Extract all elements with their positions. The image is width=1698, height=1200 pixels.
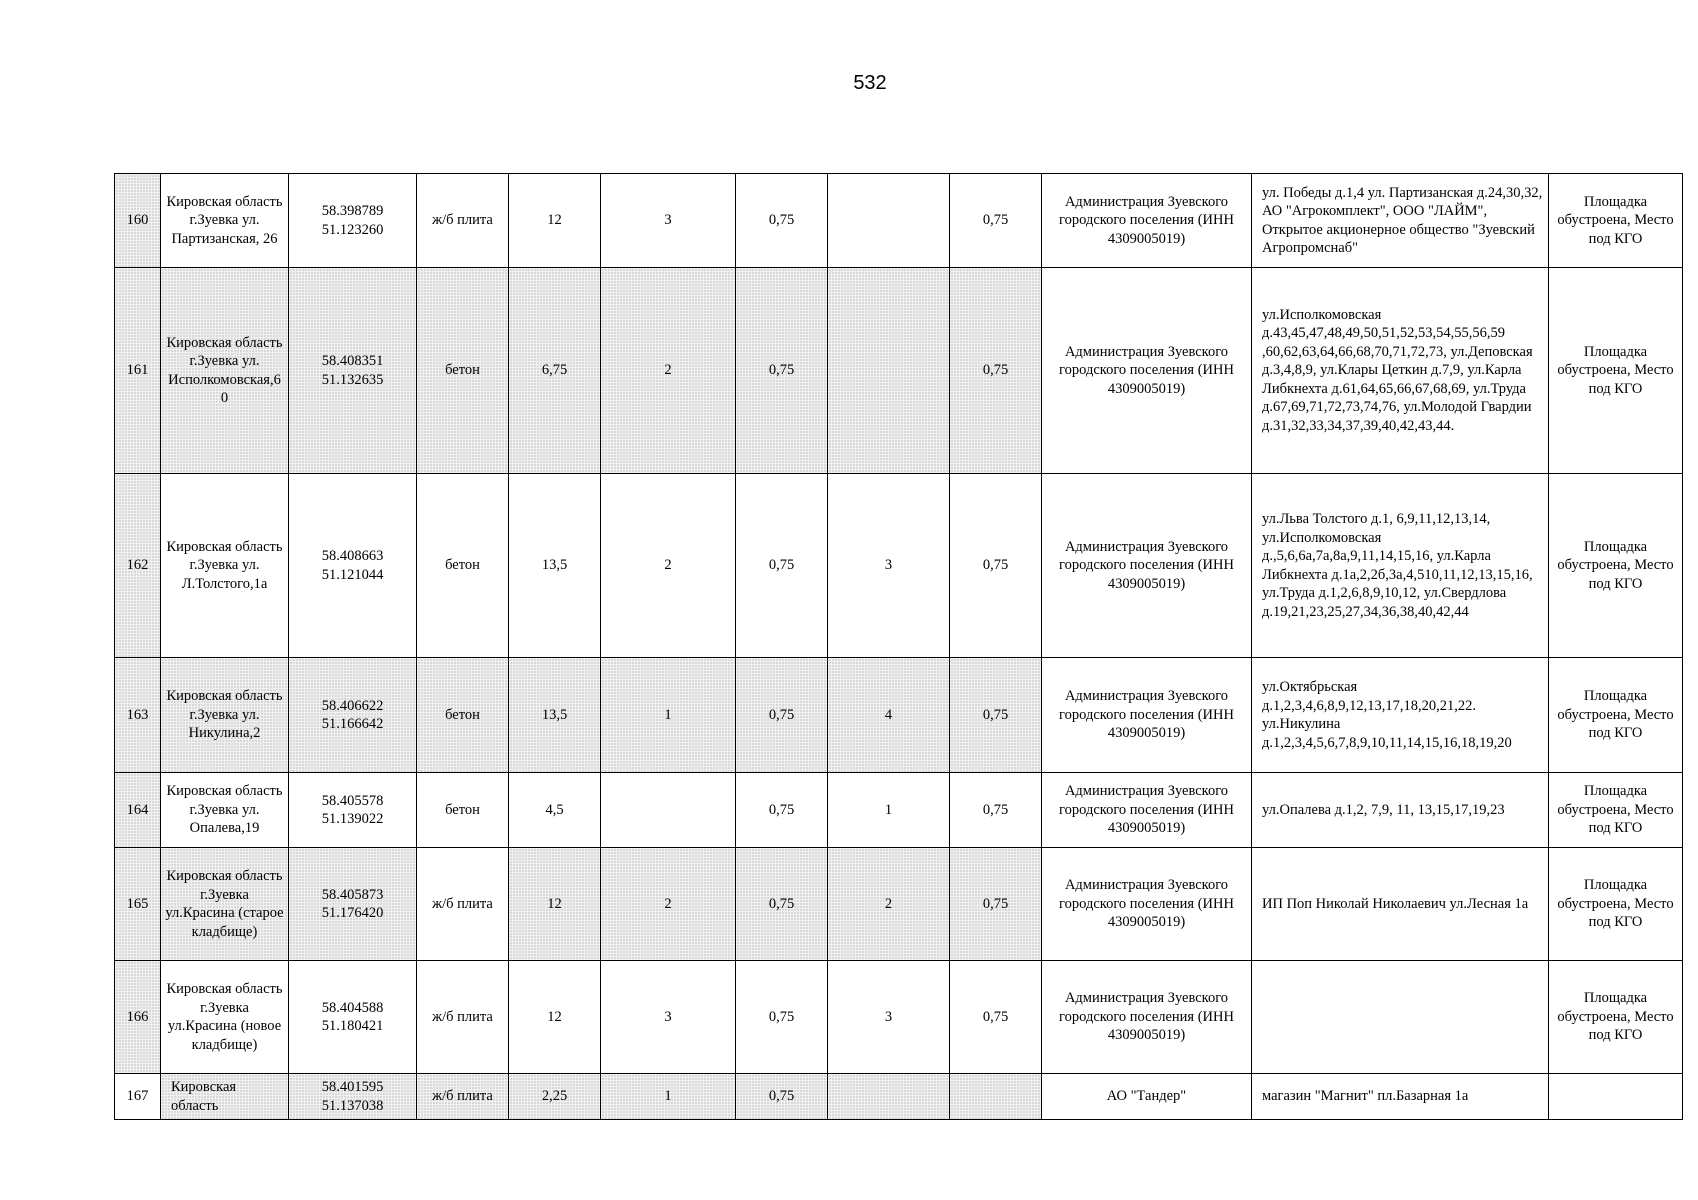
longitude: 51.137038: [321, 1097, 384, 1114]
status-cell: Площадка обустроена, Место под КГО: [1549, 848, 1683, 961]
waste-sources-cell: [1252, 961, 1549, 1074]
waste-sources-cell: ул. Победы д.1,4 ул. Партизанская д.24,30,32, АО "Агрокомплект", ООО "ЛАЙМ", Открытое акционерное общество "Зуевский Агропромснаб": [1252, 174, 1549, 268]
row-number: 164: [115, 773, 161, 848]
container-volume-cell: 0,75: [736, 174, 828, 268]
planned-volume-cell: 0,75: [950, 961, 1042, 1074]
coordinates-cell: [289, 961, 417, 1074]
coordinates-cell: [289, 1074, 417, 1120]
latitude: 58.405578: [321, 792, 384, 809]
container-count-cell: 1: [601, 658, 736, 773]
container-volume-cell: 0,75: [736, 773, 828, 848]
status-cell: Площадка обустроена, Место под КГО: [1549, 773, 1683, 848]
surface-cell: ж/б плита: [417, 1074, 509, 1120]
coordinates-cell: [289, 848, 417, 961]
area-cell: 6,75: [509, 268, 601, 474]
latitude: 58.401595: [321, 1079, 384, 1095]
waste-sources-cell: ул.Октябрьская д.1,2,3,4,6,8,9,12,13,17,18,20,21,22. ул.Никулина д.1,2,3,4,5,6,7,8,9,10,11,14,15,16,18,19,20: [1252, 658, 1549, 773]
location-cell: Кировская область г.Зуевка ул. Никулина,2: [161, 658, 289, 773]
location-cell: Кировская область г.Зуевка ул. Партизанская, 26: [161, 174, 289, 268]
planned-count-cell: [828, 174, 950, 268]
container-count-cell: 3: [601, 174, 736, 268]
planned-volume-cell: 0,75: [950, 174, 1042, 268]
planned-count-cell: 3: [828, 961, 950, 1074]
planned-volume-cell: 0,75: [950, 848, 1042, 961]
latitude: 58.408351: [321, 353, 384, 369]
planned-count-cell: 1: [828, 773, 950, 848]
container-count-cell: [601, 773, 736, 848]
area-cell: 4,5: [509, 773, 601, 848]
latitude: 58.405873: [321, 886, 384, 903]
coordinates-cell: [289, 268, 417, 474]
table-row: [115, 268, 1683, 474]
row-number: 162: [115, 474, 161, 658]
waste-sources-cell: ул.Льва Толстого д.1, 6,9,11,12,13,14, ул.Исполкомовская д.,5,6,6а,7а,8а,9,11,14,15,16, ул.Карла Либкнехта д.1а,2,2б,3а,4,510,11,12,13,15,16, ул.Труда д.1,2,6,8,9,10,12, ул.Свердлова д.19,21,23,25,27,34,36,38,40,42,44: [1252, 474, 1549, 658]
area-cell: 12: [509, 848, 601, 961]
owner-cell: Администрация Зуевского городского поселения (ИНН 4309005019): [1042, 961, 1252, 1074]
location-cell: Кировская область г.Зуевка ул. Опалева,19: [161, 773, 289, 848]
status-cell: Площадка обустроена, Место под КГО: [1549, 474, 1683, 658]
location-cell: Кировская область г.Зуевка ул. Л.Толстого,1а: [161, 474, 289, 658]
planned-count-cell: 3: [828, 474, 950, 658]
table-row: [115, 848, 1683, 961]
owner-cell: АО "Тандер": [1042, 1074, 1252, 1120]
longitude: 51.123260: [321, 221, 384, 238]
surface-cell: бетон: [417, 268, 509, 474]
waste-sources-cell: ИП Поп Николай Николаевич ул.Лесная 1а: [1252, 848, 1549, 961]
coordinates-cell: [289, 773, 417, 848]
container-volume-cell: 0,75: [736, 268, 828, 474]
latitude: 58.406622: [321, 697, 384, 714]
container-volume-cell: 0,75: [736, 474, 828, 658]
container-count-cell: 3: [601, 961, 736, 1074]
longitude: 51.139022: [321, 811, 384, 827]
area-cell: 13,5: [509, 658, 601, 773]
table-row: [115, 658, 1683, 773]
owner-cell: Администрация Зуевского городского поселения (ИНН 4309005019): [1042, 773, 1252, 848]
container-volume-cell: 0,75: [736, 1074, 828, 1120]
longitude: 51.121044: [321, 566, 384, 583]
owner-cell: Администрация Зуевского городского поселения (ИНН 4309005019): [1042, 268, 1252, 474]
status-cell: [1549, 1074, 1683, 1120]
waste-sources-cell: ул.Опалева д.1,2, 7,9, 11, 13,15,17,19,23: [1252, 773, 1549, 848]
status-cell: Площадка обустроена, Место под КГО: [1549, 658, 1683, 773]
coordinates-cell: [289, 658, 417, 773]
row-number: 166: [115, 961, 161, 1074]
area-cell: 13,5: [509, 474, 601, 658]
container-count-cell: 1: [601, 1074, 736, 1120]
status-cell: Площадка обустроена, Место под КГО: [1549, 174, 1683, 268]
page-number: 532: [853, 72, 887, 94]
area-cell: 12: [509, 961, 601, 1074]
row-number: 167: [115, 1074, 161, 1120]
table-row: [115, 174, 1683, 268]
surface-cell: ж/б плита: [417, 961, 509, 1074]
surface-cell: бетон: [417, 773, 509, 848]
status-cell: Площадка обустроена, Место под КГО: [1549, 268, 1683, 474]
location-cell: Кировская область: [161, 1074, 289, 1120]
planned-volume-cell: 0,75: [950, 658, 1042, 773]
longitude: 51.180421: [321, 1018, 384, 1034]
latitude: 58.408663: [321, 548, 384, 564]
longitude: 51.132635: [321, 371, 384, 388]
row-number: 163: [115, 658, 161, 773]
surface-cell: ж/б плита: [417, 848, 509, 961]
planned-count-cell: 2: [828, 848, 950, 961]
table-row: [115, 961, 1683, 1074]
container-count-cell: 2: [601, 268, 736, 474]
row-number: 165: [115, 848, 161, 961]
area-cell: 2,25: [509, 1074, 601, 1120]
latitude: 58.404588: [321, 999, 384, 1016]
row-number: 161: [115, 268, 161, 474]
table-row: [115, 474, 1683, 658]
container-volume-cell: 0,75: [736, 848, 828, 961]
location-cell: Кировская область г.Зуевка ул. Исполкомовская,60: [161, 268, 289, 474]
latitude: 58.398789: [321, 203, 384, 219]
owner-cell: Администрация Зуевского городского поселения (ИНН 4309005019): [1042, 174, 1252, 268]
planned-volume-cell: [950, 1074, 1042, 1120]
longitude: 51.176420: [321, 905, 384, 921]
owner-cell: Администрация Зуевского городского поселения (ИНН 4309005019): [1042, 474, 1252, 658]
waste-site-registry-table: [114, 173, 1683, 1120]
owner-cell: Администрация Зуевского городского поселения (ИНН 4309005019): [1042, 658, 1252, 773]
planned-count-cell: [828, 268, 950, 474]
surface-cell: бетон: [417, 474, 509, 658]
table-row: [115, 773, 1683, 848]
surface-cell: бетон: [417, 658, 509, 773]
area-cell: 12: [509, 174, 601, 268]
location-cell: Кировская область г.Зуевка ул.Красина (новое кладбище): [161, 961, 289, 1074]
container-count-cell: 2: [601, 474, 736, 658]
planned-volume-cell: 0,75: [950, 773, 1042, 848]
longitude: 51.166642: [321, 716, 384, 732]
coordinates-cell: [289, 174, 417, 268]
container-volume-cell: 0,75: [736, 658, 828, 773]
table-row: [115, 1074, 1683, 1120]
coordinates-cell: [289, 474, 417, 658]
row-number: 160: [115, 174, 161, 268]
owner-cell: Администрация Зуевского городского поселения (ИНН 4309005019): [1042, 848, 1252, 961]
container-volume-cell: 0,75: [736, 961, 828, 1074]
planned-count-cell: [828, 1074, 950, 1120]
container-count-cell: 2: [601, 848, 736, 961]
waste-sources-cell: магазин "Магнит" пл.Базарная 1а: [1252, 1074, 1549, 1120]
location-cell: Кировская область г.Зуевка ул.Красина (старое кладбище): [161, 848, 289, 961]
planned-volume-cell: 0,75: [950, 474, 1042, 658]
planned-volume-cell: 0,75: [950, 268, 1042, 474]
planned-count-cell: 4: [828, 658, 950, 773]
surface-cell: ж/б плита: [417, 174, 509, 268]
status-cell: Площадка обустроена, Место под КГО: [1549, 961, 1683, 1074]
waste-sources-cell: ул.Исполкомовская д.43,45,47,48,49,50,51,52,53,54,55,56,59 ,60,62,63,64,66,68,70,71,72,73, ул.Деповская д.3,4,8,9, ул.Клары Цеткин д.7,9, ул.Карла Либкнехта д.61,64,65,66,67,68,69, ул.Труда д.67,69,71,72,73,74,76, ул.Молодой Гвардии д.31,32,33,34,37,39,40,42,43,44.: [1252, 268, 1549, 474]
